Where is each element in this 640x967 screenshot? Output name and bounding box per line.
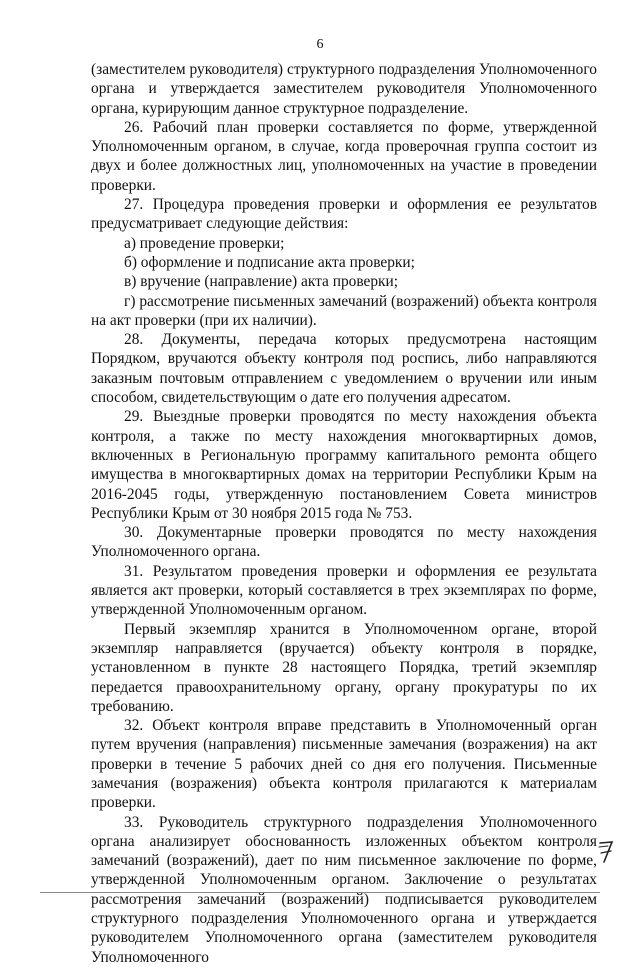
paragraph-28: 28. Документы, передача которых предусмотрена настоящим Порядком, вручаются объекту контроля под роспись, либо направляются заказным почтовым отправлением с уведомлением о вручении или иным способом, свидетельствующим о дате его получения адресатом. (91, 331, 597, 407)
paragraph-31: 31. Результатом проведения проверки и оформления ее результата является акт проверки, который составляется в трех экземплярах по форме, утвержденной Уполномоченным органом. (91, 562, 597, 619)
list-item-b: б) оформление и подписание акта проверки; (124, 253, 415, 271)
document-body (91, 60, 597, 967)
paragraph-31-copies: Первый экземпляр хранится в Уполномоченном органе, второй экземпляр направляется (вручается) объекту контроля в порядке, установленном в пункте 28 настоящего Порядка, третий экземпляр передается правоохранительному органу, органу прокуратуры по их требованию. (91, 620, 597, 715)
list-item-g: г) рассмотрение письменных замечаний (возражений) объекта контроля на акт проверки (при их наличии). (91, 292, 597, 329)
paragraph-27: 27. Процедура проведения проверки и оформления ее результатов предусматривает следующие действия: (91, 196, 597, 233)
list-item-v: в) вручение (направление) акта проверки; (124, 273, 399, 291)
list-item-a: а) проведение проверки; (124, 234, 285, 252)
handwritten-initial-mark (596, 838, 616, 866)
bottom-edge-line (40, 892, 600, 893)
paragraph-29: 29. Выездные проверки проводятся по месту нахождения объекта контроля, а также по месту нахождения многоквартирных домов, включенных в Региональную программу капитального ремонта общего имущества в многоквартирных домах на территории Республики Крым на 2016-2045 годы, утвержденную постановлением Совета министров Республики Крым от 30 ноября 2015 года № 753. (91, 408, 597, 522)
paragraph-30: 30. Документарные проверки проводятся по месту нахождения Уполномоченного органа. (91, 524, 597, 561)
paragraph-32: 32. Объект контроля вправе представить в Уполномоченный орган путем вручения (направления) письменные замечания (возражения) на акт проверки в течение 5 рабочих дней со дня его получения. Письменные замечания (возражения) объекта контроля прилагаются к материалам проверки. (91, 717, 597, 812)
paragraph-continuation: (заместителем руководителя) структурного подразделения Уполномоченного органа и утверждается заместителем руководителя Уполномоченного органа, курирующим данное структурное подразделение. (91, 61, 597, 117)
paragraph-33: 33. Руководитель структурного подразделения Уполномоченного органа анализирует обоснованность изложенных объектом контроля замечаний (возражений), дает по ним письменное заключение по форме, утвержденной Уполномоченным органом. Заключение о результатах рассмотрения замечаний (возражений) подписывается руководителем структурного подразделения Уполномоченного органа и утверждается руководителем Уполномоченного органа (заместителем руководителя Уполномоченного (91, 813, 597, 966)
paragraph-26: 26. Рабочий план проверки составляется по форме, утвержденной Уполномоченным органом, в случае, когда проверочная группа состоит из двух и более должностных лиц, уполномоченных на участие в проведении проверки. (91, 118, 597, 194)
page-number: 6 (316, 37, 324, 52)
